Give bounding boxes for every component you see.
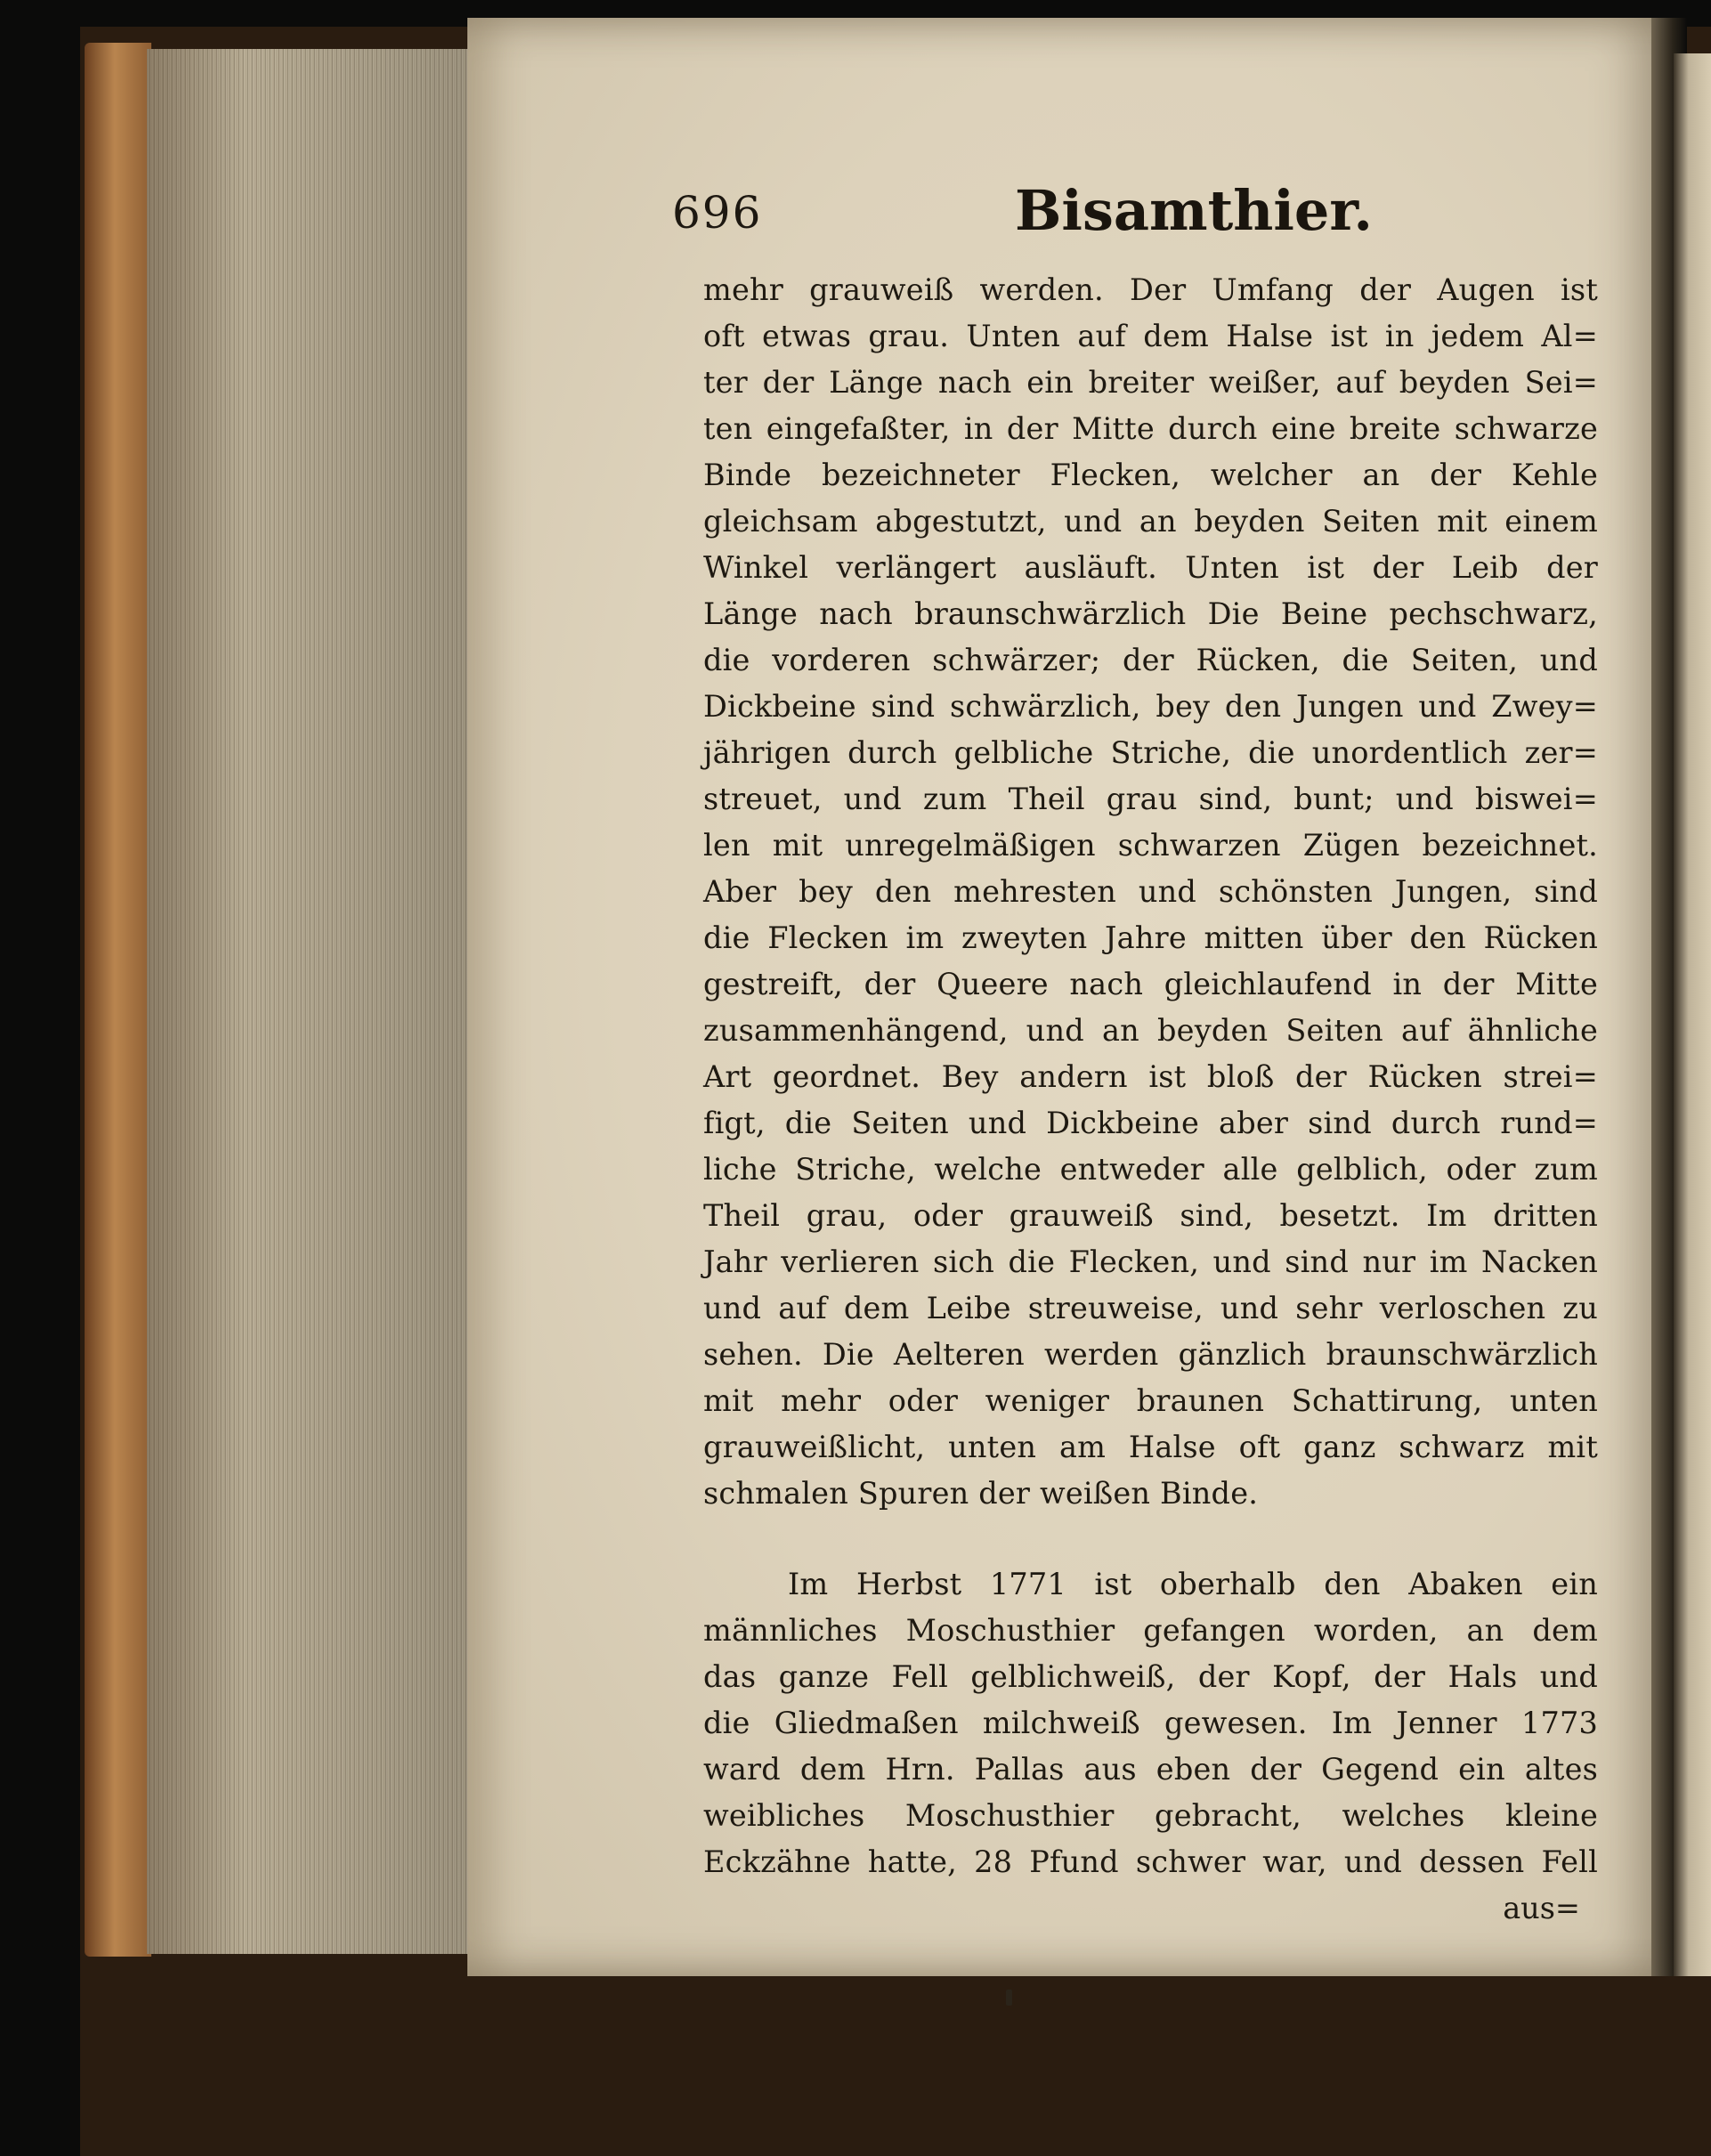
text-line: len mit unregelmäßigen schwarzen Zügen bezeichnet. xyxy=(703,828,1598,863)
text-line: grauweißlicht, unten am Halse oft ganz schwarz mit xyxy=(703,1430,1598,1464)
catchword: aus= xyxy=(1503,1891,1580,1925)
text-line: figt, die Seiten und Dickbeine aber sind durch rund= xyxy=(703,1106,1598,1140)
text-line: streuet, und zum Theil grau sind, bunt; und biswei= xyxy=(703,782,1598,816)
text-line: das ganze Fell gelblichweiß, der Kopf, der Hals und xyxy=(703,1659,1598,1694)
text-line: liche Striche, welche entweder alle gelblich, oder zum xyxy=(703,1152,1598,1187)
text-line: Im Herbst 1771 ist oberhalb den Abaken ein xyxy=(788,1567,1598,1601)
paragraph-1 xyxy=(703,267,1598,1517)
text-line: Jahr verlieren sich die Flecken, und sind nur im Nacken xyxy=(703,1244,1598,1279)
text-line: und auf dem Leibe streuweise, und sehr verloschen zu xyxy=(703,1291,1598,1325)
paragraph-2 xyxy=(703,1561,1598,1885)
ink-speck xyxy=(1006,1990,1012,2006)
facing-page-edge xyxy=(1674,53,1711,1976)
text-line: ward dem Hrn. Pallas aus eben der Gegend ein altes xyxy=(703,1752,1598,1787)
page-header xyxy=(672,178,1616,249)
page-block-edges xyxy=(147,49,478,1954)
text-line: die Flecken im zweyten Jahre mitten über den Rücken xyxy=(703,920,1598,955)
text-line: mehr grauweiß werden. Der Umfang der Augen ist xyxy=(703,272,1598,307)
text-line: oft etwas grau. Unten auf dem Halse ist in jedem Al= xyxy=(703,319,1598,353)
text-line: ten eingefaßter, in der Mitte durch eine breite schwarze xyxy=(703,411,1598,446)
text-line: gestreift, der Queere nach gleichlaufend in der Mitte xyxy=(703,967,1598,1001)
text-line: mit mehr oder weniger braunen Schattirung, unten xyxy=(703,1383,1598,1418)
text-line: Länge nach braunschwärzlich Die Beine pechschwarz, xyxy=(703,596,1598,631)
running-head: Bisamthier. xyxy=(1015,178,1373,243)
text-line: Dickbeine sind schwärzlich, bey den Jungen und Zwey= xyxy=(703,689,1598,724)
text-line: weibliches Moschusthier gebracht, welches kleine xyxy=(703,1798,1598,1833)
text-line: sehen. Die Aelteren werden gänzlich braunschwärzlich xyxy=(703,1337,1598,1372)
text-line: Binde bezeichneter Flecken, welcher an der Kehle xyxy=(703,458,1598,492)
page-body xyxy=(703,267,1598,1932)
text-line: zusammenhängend, und an beyden Seiten auf ähnliche xyxy=(703,1013,1598,1048)
text-line: gleichsam abgestutzt, und an beyden Seiten mit einem xyxy=(703,504,1598,539)
paragraph-spacer xyxy=(703,1517,1598,1561)
text-line: die Gliedmaßen milchweiß gewesen. Im Jenner 1773 xyxy=(703,1706,1598,1740)
text-line: männliches Moschusthier gefangen worden, an dem xyxy=(703,1613,1598,1648)
text-line: ter der Länge nach ein breiter weißer, auf beyden Sei= xyxy=(703,365,1598,400)
text-line: die vorderen schwärzer; der Rücken, die Seiten, und xyxy=(703,643,1598,677)
text-line: Eckzähne hatte, 28 Pfund schwer war, und dessen Fell xyxy=(703,1844,1598,1879)
text-line: schmalen Spuren der weißen Binde. xyxy=(703,1476,1259,1511)
text-line: Aber bey den mehresten und schönsten Jungen, sind xyxy=(703,874,1598,909)
catchword-row xyxy=(703,1885,1598,1932)
text-line: Winkel verlängert ausläuft. Unten ist der Leib der xyxy=(703,550,1598,585)
page-number: 696 xyxy=(672,187,763,239)
text-line: Theil grau, oder grauweiß sind, besetzt. Im dritten xyxy=(703,1198,1598,1233)
book-cover-edge xyxy=(85,43,151,1957)
text-line: Art geordnet. Bey andern ist bloß der Rücken strei= xyxy=(703,1059,1598,1094)
text-line: jährigen durch gelbliche Striche, die unordentlich zer= xyxy=(703,735,1598,770)
